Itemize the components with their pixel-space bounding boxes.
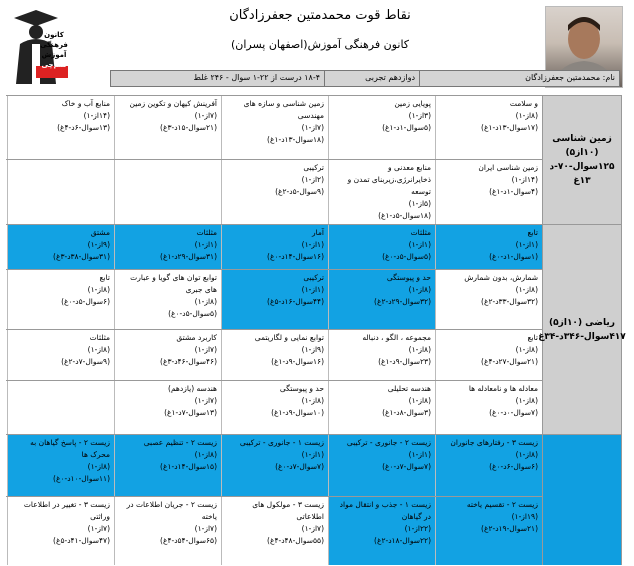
topic-cell: مجموعه ، الگو ، دنباله (۸از-۱) (۲۳سوال-۹د-۱غ) [328, 330, 435, 381]
topic-cell: زیست ۳ - تغییر در اطلاعات وراثتی (۷از-۱) (۴۷سوال-۴۱د-۵غ) [7, 497, 114, 565]
page-subtitle: کانون فرهنگی آموزش(اصفهان پسران) [230, 38, 410, 51]
topic-cell: زیست ۲ - جانوری - ترکیبی (۱از-۱) (۷سوال-۷د-۰غ) [328, 435, 435, 496]
topic-cell: کاربرد مشتق (۷از-۱) (۴۶سوال-۴۶د-۳غ) [114, 330, 221, 381]
logo-word-1: کانون [44, 31, 64, 39]
topic-cell: زیست ۳ - مولکول های اطلاعاتی (۷از-۱) (۵۵سوال-۴۸د-۴غ) [221, 497, 328, 565]
topic-cell: زیست ۲ - تقسیم یاخته (۱۹از-۱) (۲۱سوال-۱۹د-۲غ) [435, 497, 542, 565]
topic-cell: تابع (۸از-۱) (۶سوال-۵د-۰غ) [7, 270, 114, 329]
info-name: نام: محمدمتین جعفرزادگان [419, 71, 619, 86]
topic-cell: منابع آب و خاک (۱۴از-۱) (۱۳سوال-۶د-۴غ) [7, 96, 114, 159]
logo-word-4: قلم‌چی [41, 61, 67, 69]
topic-cell: مثلثات (۸از-۱) (۹سوال-۷د-۲غ) [7, 330, 114, 381]
strengths-table [6, 95, 626, 566]
subject-label-geology: زمین شناسی (۱۰از۵) ۱۲۵سوال-۷۰-د ۱۳غ [542, 96, 622, 224]
topic-cell: مشتق (۹از-۱) (۳۱سوال-۳۸د-۳غ) [7, 225, 114, 269]
student-info-bar [110, 70, 620, 87]
topic-cell: زمین شناسی ایران (۱۴از-۱) (۴سوال-۱د-۱غ) [435, 160, 542, 224]
subject-label-math: ریاضی (۱۰از۵) ۴۱۷سوال-۳۴۶د-۳۴غ [542, 225, 622, 434]
topic-cell: زیست ۲ - جریان اطلاعات در یاخته (۷از-۱) (۶۵سوال-۵۴د-۴غ) [114, 497, 221, 565]
topic-cell: منابع معدنی و ذخایرانرژی،زیربنای تمدن و توسعه (۵از-۱) (۱۸سوال-۵د-۱غ) [328, 160, 435, 224]
kanoon-logo [6, 4, 72, 90]
logo-word-3: آموزش [41, 51, 67, 59]
logo-word-2: فرهنگی [40, 41, 68, 49]
topic-cell: زیست ۲ - پاسخ گیاهان به محرک ها (۸از-۱) (۱۱سوال-۱۰د-۰غ) [7, 435, 114, 496]
topic-cell: توابع توان های گویا و عبارت های جبری (۸از-۱) (۵سوال-۵د-۰غ) [114, 270, 221, 329]
table-row [6, 330, 542, 382]
topic-cell: زیست ۱ - جذب و انتقال مواد در گیاهان (۲۲از-۱) (۲۲سوال-۱۸د-۲غ) [328, 497, 435, 565]
topic-cell: هندسه تحلیلی (۸از-۱) (۳سوال-۸د-۱غ) [328, 381, 435, 434]
topic-cell: هندسه (یازدهم) (۷از-۱) (۱۳سوال-۷د-۱غ) [114, 381, 221, 434]
topic-cell: تابع (۱از-۱) (۱سوال-۱د-۰غ) [435, 225, 542, 269]
table-row [6, 96, 542, 160]
topic-cell: حد و پیوستگی (۸از-۱) (۳۲سوال-۲۹د-۲غ) [328, 270, 435, 329]
subject-block-biology [6, 435, 622, 565]
topic-cell: مثلثات (۱از-۱) (۵سوال-۵د-۰غ) [328, 225, 435, 269]
empty-cell [114, 160, 221, 224]
table-row [6, 225, 542, 270]
table-row [6, 160, 542, 224]
topic-cell: توابع نمایی و لگاریتمی (۹از-۱) (۱۶سوال-۹د-۱غ) [221, 330, 328, 381]
topic-cell: حد و پیوستگی (۸از-۱) (۱۰سوال-۹د-۱غ) [221, 381, 328, 434]
topic-cell: ترکیبی (۱از-۱) (۴۴سوال-۱۶د-۵غ) [221, 270, 328, 329]
empty-cell [7, 160, 114, 224]
topic-cell: مثلثات (۱از-۱) (۳۱سوال-۲۹د-۱غ) [114, 225, 221, 269]
topic-cell: ترکیبی (۲از-۱) (۹سوال-۵د-۲غ) [221, 160, 328, 224]
table-row [6, 381, 542, 434]
empty-cell [7, 381, 114, 434]
topic-cell: شمارش، بدون شمارش (۸از-۱) (۳۲سوال-۳۳د-۲غ) [435, 270, 542, 329]
table-row [6, 497, 542, 565]
topic-cell: زیست ۱ - جانوری - ترکیبی (۱از-۱) (۷سوال-۷د-۰غ) [221, 435, 328, 496]
topic-cell: زیست ۳ - رفتارهای جانوران (۸از-۱) (۶سوال-۶د-۰غ) [435, 435, 542, 496]
table-row [6, 270, 542, 330]
info-score: ۱۸-۴ درست از ۲۲-۱ سوال - ۲۴۶ غلط [111, 71, 324, 86]
page-title: نقاط قوت محمدمتین جعفرزادگان [229, 8, 411, 23]
info-grade: دوازدهم تجربی [324, 71, 419, 86]
subject-label-biology [542, 435, 622, 565]
topic-cell: پویایی زمین (۳از-۱) (۵سوال-۱د-۱غ) [328, 96, 435, 159]
topic-cell: تابع (۸از-۱) (۲۱سوال-۲۷د-۴غ) [435, 330, 542, 381]
topic-cell: آمار (۱از-۱) (۱۶سوال-۱۴د-۰غ) [221, 225, 328, 269]
topic-cell: زیست ۲ - تنظیم عصبی (۸از-۱) (۱۵سوال-۱۴د-۱غ) [114, 435, 221, 496]
subject-block-math [6, 225, 626, 435]
table-row [6, 435, 542, 497]
topic-cell: زمین شناسی و سازه های مهندسی (۷از-۱) (۱۸سوال-۱۳د-۱غ) [221, 96, 328, 159]
subject-block-geology [6, 95, 622, 225]
topic-cell: آفرینش کیهان و تکوین زمین (۷از-۱) (۲۱سوال-۱۵د-۳غ) [114, 96, 221, 159]
topic-cell: و سلامت (۸از-۱) (۱۷سوال-۱۳د-۱غ) [435, 96, 542, 159]
topic-cell: معادله ها و نامعادله ها (۸از-۱) (۷سوال-۰د-۰غ) [435, 381, 542, 434]
